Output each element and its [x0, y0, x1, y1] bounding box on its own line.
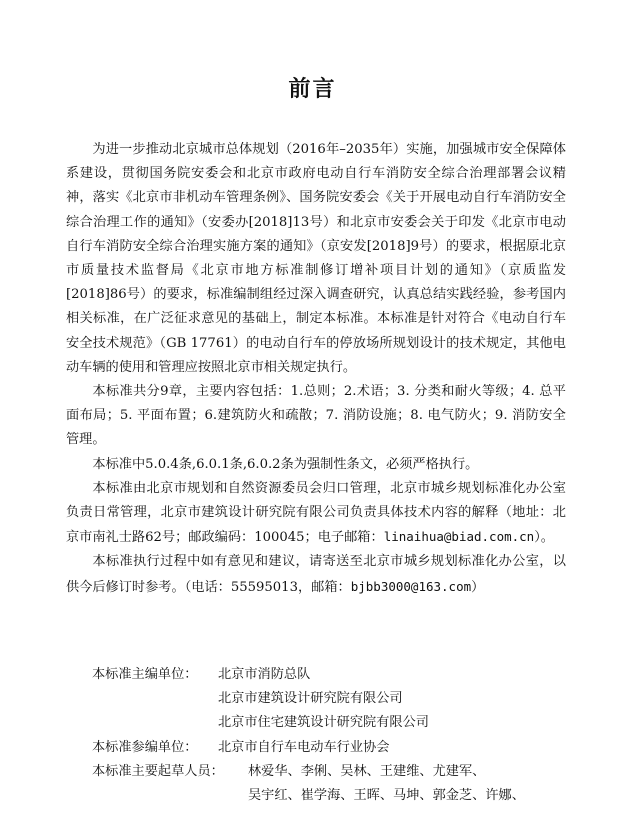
contact-end: ）。 — [534, 530, 554, 546]
paragraph-chapters: 本标准共分9章，主要内容包括：1.总则；2.术语；3. 分类和耐火等级；4. 总平面布局；5. 平面布置；6.建筑防火和疏散；7. 消防设施；8. 电气防火；9. 消防安全管理。 — [66, 384, 566, 448]
feedback-email: bjbb3000@163.com — [350, 578, 472, 594]
credit-value: 北京市住宅建筑设计研究院有限公司 — [218, 715, 429, 731]
feedback-text: 本标准执行过程中如有意见和建议，请寄送至北京市城乡规划标准化办公室，以供今后修订时参考。（电话：55595013，邮箱： — [66, 554, 566, 595]
paragraph-management-contact — [66, 477, 566, 551]
preface-body — [66, 138, 566, 600]
credit-label: 本标准参编单位： — [92, 739, 198, 755]
credit-value: 北京市建筑设计研究院有限公司 — [218, 691, 403, 707]
credit-value: 北京市消防总队 — [218, 667, 311, 682]
credit-row — [66, 663, 576, 687]
credit-row — [66, 711, 576, 735]
page-title: 前言 — [288, 77, 337, 102]
credit-value: 吴宇红、崔学海、王晖、马坤、郭金芝、许娜、 — [248, 787, 525, 803]
paragraph-feedback — [66, 550, 566, 599]
credit-value: 林爱华、李俐、吴林、王建维、尤建军、 — [248, 763, 486, 779]
credit-row — [66, 687, 576, 711]
credit-row — [66, 784, 576, 808]
contact-text: 本标准由北京市规划和自然资源委员会归口管理，北京市城乡规划标准化办公室负责日常管理，北京市建筑设计研究院有限公司负责具体技术内容的解释（地址：北京市南礼士路62号；邮政编码：100045；电子邮箱： — [66, 480, 566, 546]
contact-email: linaihua@biad.com.cn — [383, 529, 535, 545]
credits-section — [66, 663, 576, 808]
credit-label: 本标准主编单位： — [92, 667, 198, 682]
credit-value: 北京市自行车电动车行业协会 — [218, 739, 390, 755]
paragraph-purpose: 为进一步推动北京城市总体规划（2016年–2035年）实施，加强城市安全保障体系建设，贯彻国务院安委会和北京市政府电动自行车消防安全综合治理部署会议精神，落实《北京市非机动车管理条例》、国务院安委会《关于开展电动自行车消防安全综合治理工作的通知》（安委办[2018]13号）和北京市安委会关于印发《北京市电动自行车消防安全综合治理实施方案的通知》（京安发[2018]9号）的要求，根据原北京市质量技术监督局《北京市地方标准制修订增补项目计划的通知》（京质监发[2018]86号）的要求，标准编制组经过深入调查研究，认真总结实践经验，参考国内相关标准，在广泛征求意见的基础上，制定本标准。本标准是针对符合《电动自行车安全技术规范》（GB 17761）的电动自行车的停放场所规划设计的技术规定，其他电动车辆的使用和管理应按照北京市相关规定执行。 — [66, 142, 566, 375]
credit-row — [66, 736, 576, 760]
feedback-end: ） — [471, 579, 485, 595]
paragraph-mandatory-clauses: 本标准中5.0.4条,6.0.1条,6.0.2条为强制性条文，必须严格执行。 — [92, 456, 479, 472]
credit-label: 本标准主要起草人员： — [92, 763, 224, 779]
credit-row — [66, 760, 576, 784]
